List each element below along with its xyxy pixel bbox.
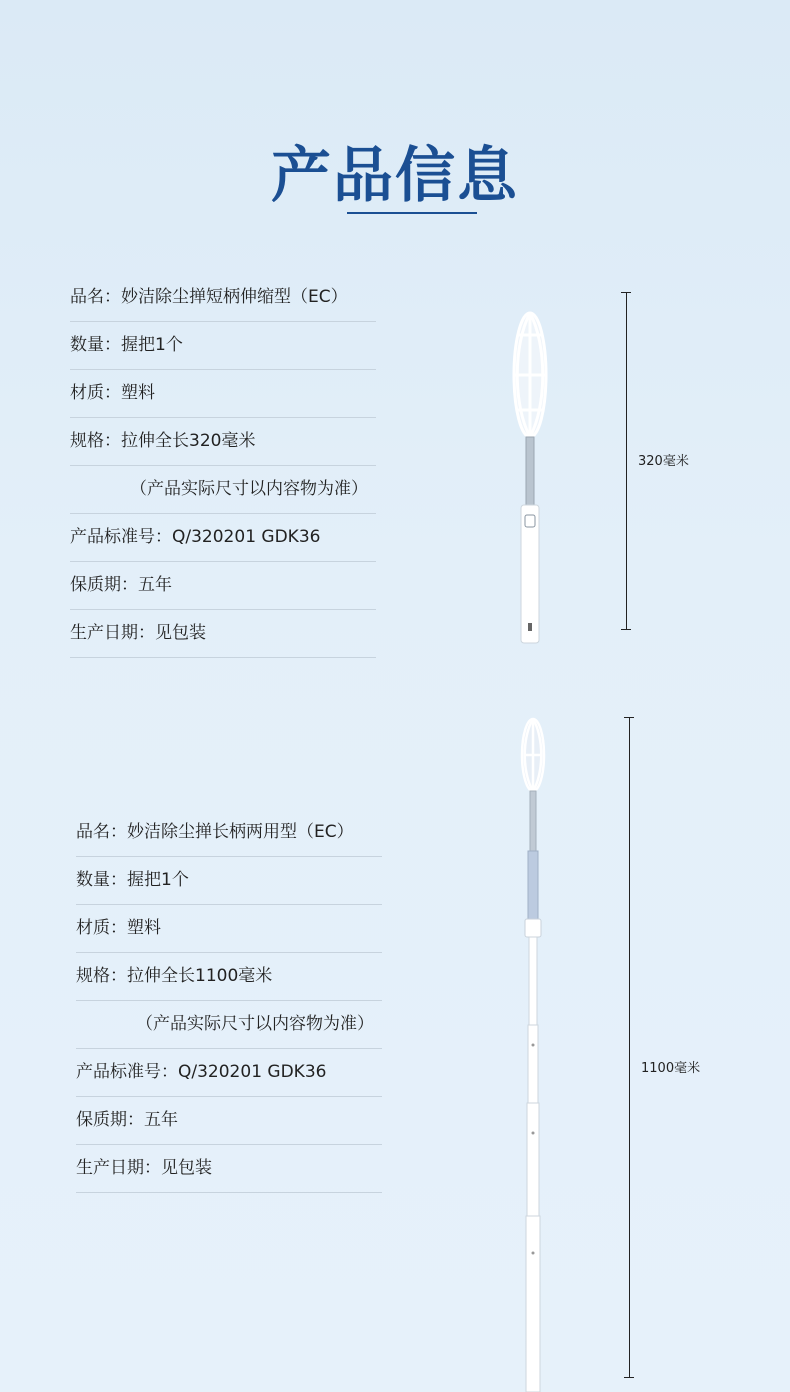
title-underline [347,212,477,214]
spec-name: 品名：妙洁除尘掸长柄两用型（EC） [76,809,382,857]
spec-size-note: （产品实际尺寸以内容物为准） [70,466,376,514]
dim1-bottom-cap [621,629,631,630]
page-title: 产品信息 [271,141,519,211]
dim1-line [626,292,627,629]
spec-size: 规格：拉伸全长1100毫米 [76,953,382,1001]
spec-production-date: 生产日期：见包装 [70,610,376,658]
spec-quantity: 数量：握把1个 [70,322,376,370]
long-duster-image [513,715,553,1392]
short-duster-image [505,305,555,645]
dim2-line [629,717,630,1377]
dim2-bottom-cap [624,1377,634,1378]
spec-material: 材质：塑料 [76,905,382,953]
product1-spec-list [70,274,376,658]
spec-material: 材质：塑料 [70,370,376,418]
spec-size: 规格：拉伸全长320毫米 [70,418,376,466]
product2-spec-list [76,809,382,1193]
dim1-label: 320毫米 [638,454,689,469]
spec-quantity: 数量：握把1个 [76,857,382,905]
spec-standard: 产品标准号：Q/320201 GDK36 [70,514,376,562]
spec-size-note: （产品实际尺寸以内容物为准） [76,1001,382,1049]
spec-shelf-life: 保质期：五年 [76,1097,382,1145]
spec-name: 品名：妙洁除尘掸短柄伸缩型（EC） [70,274,376,322]
dim2-label: 1100毫米 [641,1061,701,1076]
spec-shelf-life: 保质期：五年 [70,562,376,610]
spec-standard: 产品标准号：Q/320201 GDK36 [76,1049,382,1097]
spec-production-date: 生产日期：见包装 [76,1145,382,1193]
